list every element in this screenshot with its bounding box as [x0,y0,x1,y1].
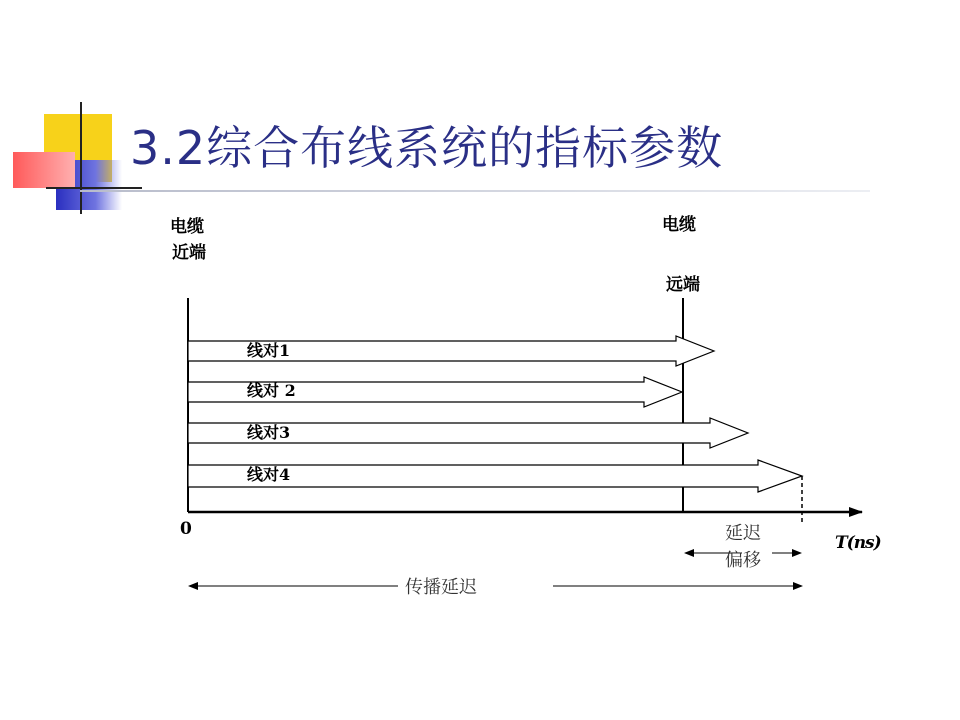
far-end-label-2: 远端 [666,275,700,295]
pair-3-label: 线对3 [247,423,291,442]
pair-4-label: 线对4 [247,465,291,484]
time-axis-label: T(ns) [835,533,881,553]
pair-1-label: 线对1 [247,341,291,360]
slide-title: 3.2综合布线系统的指标参数 [130,121,724,175]
pair-2-label: 线对 2 [247,381,296,400]
far-end-label-1: 电缆 [662,215,696,235]
propagation-delay-label: 传播延迟 [405,577,477,598]
near-end-label-1: 电缆 [170,217,204,237]
near-end-label-2: 近端 [172,243,206,263]
delay-skew-label-2: 偏移 [725,550,761,571]
origin-label: 0 [180,519,192,539]
delay-skew-label-1: 延迟 [725,523,761,544]
